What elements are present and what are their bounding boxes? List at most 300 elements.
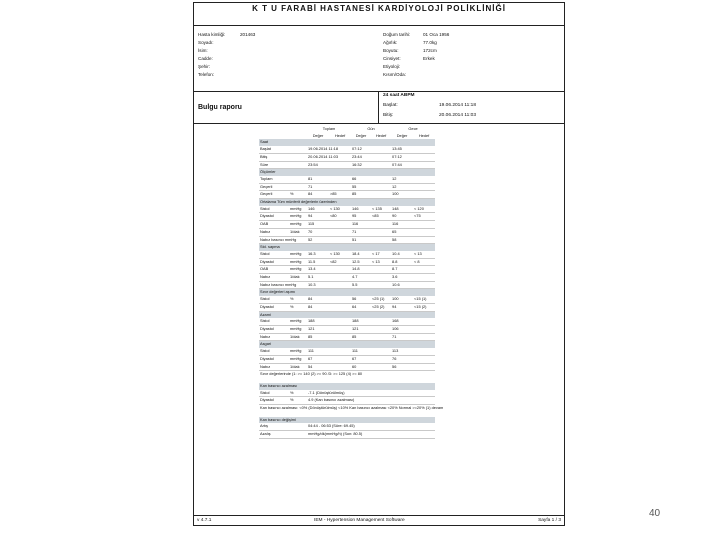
table-cell: mmHg/dk(mmHg/h) (Son: 80.5): [307, 431, 435, 439]
table-cell: [413, 281, 435, 289]
table-cell: Sistol: [259, 206, 289, 213]
table-cell: <15 (1): [413, 296, 435, 303]
table-row: [259, 296, 435, 303]
table-cell: [329, 281, 351, 289]
table-cell: 106: [391, 325, 413, 333]
table-cell: [413, 318, 435, 325]
table-cell: 95: [351, 213, 371, 221]
table-cell: Diyastol: [259, 397, 289, 405]
table-cell: 10.4: [391, 251, 413, 258]
patient-field: [383, 31, 449, 39]
table-cell: 76: [391, 355, 413, 363]
table-cell: 23:44: [351, 153, 371, 161]
table-cell: Azalış: [259, 431, 289, 439]
abpm-start-value: 19.06.2014 11:18: [439, 103, 476, 108]
patient-info-right: [383, 31, 449, 78]
table-cell: -7.1 (Dönüştürülmüş): [307, 390, 435, 397]
table-cell: mmHg: [289, 251, 307, 258]
table-cell: 1/dak: [289, 274, 307, 282]
table-cell: Sistol: [259, 318, 289, 325]
table-cell: 66: [351, 176, 371, 183]
table-cell: 23:54: [307, 161, 329, 169]
section-header: [259, 289, 435, 296]
table-cell: mmHg: [289, 221, 307, 229]
table-cell: [371, 348, 391, 355]
table-cell: < 130: [329, 206, 351, 213]
section-header: [259, 199, 435, 206]
section-header: [259, 417, 435, 424]
table-cell: 56: [351, 296, 371, 303]
table-cell: 07:44: [391, 161, 413, 169]
table-cell: [413, 161, 435, 169]
table-row: [259, 274, 435, 282]
table-cell: [329, 348, 351, 355]
table-cell: < 17: [371, 251, 391, 258]
table-row: [259, 431, 435, 439]
table-row: [259, 161, 435, 169]
table-cell: mmHg: [289, 258, 307, 266]
table-cell: Bitiş: [259, 153, 289, 161]
table-cell: [329, 183, 351, 191]
table-cell: %: [289, 303, 307, 311]
patient-field: [383, 55, 449, 63]
table-cell: 52: [307, 236, 329, 244]
report-document: [193, 2, 565, 526]
table-cell: [413, 236, 435, 244]
section-header: [259, 169, 435, 176]
field-value: 77.0kg: [423, 39, 437, 45]
patient-field: [383, 71, 449, 79]
table-cell: 12: [391, 176, 413, 183]
patient-field: [383, 47, 449, 55]
table-cell: 85: [351, 333, 371, 341]
divider: [194, 515, 564, 516]
table-cell: [329, 274, 351, 282]
slide-number: 40: [649, 508, 661, 519]
table-cell: [413, 228, 435, 236]
table-cell: 56: [391, 363, 413, 371]
field-label: İsim:: [198, 47, 208, 53]
field-label: Etiyoloji:: [383, 63, 401, 69]
table-cell: 71: [351, 228, 371, 236]
col-group-gun: Gün: [367, 126, 375, 131]
table-cell: <82: [329, 258, 351, 266]
col-hedef: Hedef: [334, 132, 346, 138]
report-title: Bulgu raporu: [198, 104, 242, 111]
divider: [378, 91, 379, 123]
field-value: 01 Oca 1956: [423, 32, 450, 37]
col-group-toplam: Toplam: [322, 126, 336, 131]
table-cell: <25 (1): [371, 296, 391, 303]
table-cell: <15 (2): [413, 303, 435, 311]
table-cell: 113: [391, 348, 413, 355]
table-row: [259, 258, 435, 266]
table-cell: [371, 363, 391, 371]
section-header: [259, 341, 435, 348]
table-cell: 07:12: [391, 153, 413, 161]
table-cell: Nabız: [259, 274, 289, 282]
table-cell: Kan basıncı değişimi: [259, 417, 435, 424]
table-cell: %: [289, 397, 307, 405]
section-header: [259, 139, 435, 146]
divider: [194, 25, 564, 26]
table-cell: 5.1: [307, 274, 329, 282]
table-cell: %: [289, 296, 307, 303]
table-cell: [329, 221, 351, 229]
table-cell: 1/dak: [289, 333, 307, 341]
table-cell: Geçerli: [259, 183, 289, 191]
table-cell: Diyastol: [259, 258, 289, 266]
field-label: Telefon:: [198, 71, 215, 77]
table-cell: [329, 333, 351, 341]
table-cell: Azami: [259, 311, 435, 318]
table-cell: 10.3: [307, 281, 329, 289]
table-cell: [371, 146, 391, 153]
table-cell: 148: [391, 206, 413, 213]
table-cell: Diyastol: [259, 303, 289, 311]
table-cell: 67: [307, 355, 329, 363]
field-label: Cinsiyet:: [383, 55, 401, 61]
table-cell: Sınır değerleri aşımı: [259, 289, 435, 296]
table-cell: 146: [351, 206, 371, 213]
table-cell: Sistol: [259, 251, 289, 258]
table-cell: 94: [391, 303, 413, 311]
table-row: [259, 303, 435, 311]
col-group-gece: Gece: [408, 126, 418, 131]
table-cell: 115: [307, 221, 329, 229]
table-cell: [371, 161, 391, 169]
patient-field: [198, 55, 255, 63]
field-label: Hasta kimliği:: [198, 32, 226, 37]
table-cell: [413, 183, 435, 191]
patient-info-left: [198, 31, 255, 78]
table-cell: Artış: [259, 423, 289, 430]
table-cell: [413, 333, 435, 341]
table-cell: 07:12: [351, 146, 371, 153]
table-cell: 5.5: [351, 281, 371, 289]
table-cell: [289, 431, 307, 439]
table-cell: [329, 228, 351, 236]
bulgu-table: [259, 126, 444, 439]
table-cell: mmHg: [289, 213, 307, 221]
table-cell: 111: [307, 348, 329, 355]
footer-page: Sayfa 1 / 3: [538, 518, 561, 523]
table-cell: [413, 191, 435, 199]
table-cell: 121: [351, 325, 371, 333]
table-note: [259, 405, 435, 412]
table-cell: 84: [307, 296, 329, 303]
divider: [194, 91, 564, 92]
table-cell: Ortalama Tüm münferit değerlerin üzerinden: [259, 199, 435, 206]
table-cell: [371, 236, 391, 244]
table-cell: [371, 325, 391, 333]
table-cell: [329, 236, 351, 244]
abpm-start: [383, 103, 476, 108]
table-cell: Sistol: [259, 348, 289, 355]
table-cell: OAB: [259, 221, 289, 229]
table-cell: mmHg: [289, 206, 307, 213]
table-cell: <85: [371, 213, 391, 221]
table-cell: mmHg: [289, 348, 307, 355]
table-cell: 60: [351, 363, 371, 371]
table-cell: 4.9 (Kan basıncı azalması): [307, 397, 435, 405]
col-deger: Değer: [312, 132, 324, 138]
table-cell: [329, 355, 351, 363]
table-cell: 13.4: [307, 266, 329, 274]
table-group-header: [259, 126, 435, 133]
section-header: [259, 383, 435, 390]
table-cell: 8.8: [391, 258, 413, 266]
patient-field: [383, 39, 449, 47]
table-cell: [371, 228, 391, 236]
table-cell: Sistol: [259, 296, 289, 303]
table-cell: >85: [329, 191, 351, 199]
document-title: K T U FARABİ HASTANESİ KARDİYOLOJİ POLİKLİNİĞİ: [252, 4, 506, 13]
abpm-title: 24 saat ABPM: [383, 93, 415, 98]
table-cell: 71: [391, 333, 413, 341]
table-cell: 85: [351, 191, 371, 199]
table-cell: 121: [307, 325, 329, 333]
table-cell: [329, 303, 351, 311]
table-row: [259, 390, 435, 397]
table-cell: [413, 266, 435, 274]
table-cell: [329, 363, 351, 371]
table-cell: mmHg: [289, 266, 307, 274]
table-cell: [289, 161, 307, 169]
table-cell: [371, 333, 391, 341]
col-deger: Değer: [396, 132, 408, 138]
table-cell: 168: [391, 318, 413, 325]
divider: [194, 123, 564, 124]
table-cell: 16:32: [351, 161, 371, 169]
table-cell: 188: [351, 318, 371, 325]
table-cell: Kan basıncı azalması: <0% (Dönüştürülmüş) <10% Kan basıncı azalması <20% Normal >=20% (1) devam: [260, 405, 444, 411]
table-cell: [413, 363, 435, 371]
field-label: Şehir:: [198, 63, 211, 69]
table-cell: [329, 318, 351, 325]
col-hedef: Hedef: [375, 132, 387, 138]
table-row: [259, 397, 435, 405]
table-cell: 85: [307, 333, 329, 341]
table-cell: 1/dak: [289, 363, 307, 371]
table-cell: [329, 325, 351, 333]
abpm-end-value: 20.06.2014 11:03: [439, 113, 476, 118]
table-cell: 19.06.2014 11:18: [307, 146, 329, 153]
table-cell: < 13: [413, 251, 435, 258]
table-cell: 8.7: [391, 266, 413, 274]
table-cell: [371, 176, 391, 183]
table-cell: %: [289, 191, 307, 199]
table-row: [259, 213, 435, 221]
table-cell: Geçerli: [259, 191, 289, 199]
field-label: Boyutu:: [383, 47, 399, 53]
table-row: [259, 355, 435, 363]
table-cell: 146: [307, 206, 329, 213]
table-cell: [371, 274, 391, 282]
table-cell: 55: [351, 183, 371, 191]
patient-field: [198, 63, 255, 71]
table-cell: [371, 153, 391, 161]
table-cell: [371, 183, 391, 191]
table-row: [259, 251, 435, 258]
table-cell: Başlat: [259, 146, 289, 153]
table-cell: Toplam: [259, 176, 289, 183]
table-cell: [413, 153, 435, 161]
table-cell: < 130: [329, 251, 351, 258]
field-label: Ağırlık:: [383, 39, 398, 45]
section-header: [259, 311, 435, 318]
table-cell: Nabız: [259, 333, 289, 341]
table-sub-header: [259, 133, 435, 140]
table-row: [259, 236, 435, 244]
table-cell: Nabız basıncı mmHg: [259, 236, 289, 244]
table-cell: [413, 221, 435, 229]
table-row: [259, 206, 435, 213]
abpm-end-label: Bitiş:: [383, 113, 394, 118]
table-cell: 54: [307, 363, 329, 371]
table-cell: [371, 266, 391, 274]
col-deger: Değer: [355, 132, 367, 138]
table-cell: Diyastol: [259, 213, 289, 221]
table-cell: <75: [413, 213, 435, 221]
table-cell: <25 (2): [371, 303, 391, 311]
table-row: [259, 153, 435, 161]
table-cell: [289, 423, 307, 430]
table-cell: Nabız basıncı mmHg: [259, 281, 289, 289]
table-cell: Saat: [259, 139, 435, 146]
section-header: [259, 244, 435, 251]
table-cell: 12: [391, 183, 413, 191]
table-cell: [289, 146, 307, 153]
table-cell: [371, 318, 391, 325]
table-cell: [371, 355, 391, 363]
table-cell: 188: [307, 318, 329, 325]
table-cell: Sınır değerlerinde (1: >= 140 (2) >= 90 /3: >= 125 (4) >= 80: [260, 371, 363, 377]
table-cell: 90: [391, 213, 413, 221]
table-cell: [371, 281, 391, 289]
table-cell: [329, 176, 351, 183]
table-cell: 70: [307, 228, 329, 236]
table-cell: 51: [351, 236, 371, 244]
col-hedef: Hedef: [418, 132, 430, 138]
table-cell: 13:45: [391, 146, 413, 153]
table-cell: Ölçümler: [259, 169, 435, 176]
table-cell: 94: [307, 213, 329, 221]
patient-field: [383, 63, 449, 71]
table-note: [259, 371, 435, 378]
field-label: Soyadı:: [198, 39, 214, 45]
table-row: [259, 191, 435, 199]
table-cell: Nabız: [259, 363, 289, 371]
table-cell: Sistol: [259, 390, 289, 397]
table-cell: [371, 191, 391, 199]
table-cell: 14.8: [351, 266, 371, 274]
table-cell: 71: [307, 183, 329, 191]
table-cell: [413, 146, 435, 153]
table-cell: 81: [307, 176, 329, 183]
table-row: [259, 221, 435, 229]
table-cell: [413, 348, 435, 355]
table-cell: %: [289, 390, 307, 397]
table-row: [259, 423, 435, 430]
abpm-start-label: Başlat:: [383, 103, 398, 108]
table-cell: mmHg: [289, 318, 307, 325]
table-cell: <80: [329, 213, 351, 221]
table-cell: 1/dak: [289, 228, 307, 236]
table-cell: mmHg: [289, 355, 307, 363]
table-cell: [329, 296, 351, 303]
field-value: Erkek: [423, 55, 435, 61]
table-cell: 4.7: [351, 274, 371, 282]
table-cell: Std. sapma: [259, 244, 435, 251]
table-row: [259, 333, 435, 341]
field-label: Cadde:: [198, 55, 213, 61]
table-cell: Diyastol: [259, 355, 289, 363]
table-cell: Kan basıncı azalması: [259, 383, 435, 390]
table-cell: [413, 274, 435, 282]
table-row: [259, 266, 435, 274]
table-row: [259, 318, 435, 325]
table-cell: 18.4: [351, 251, 371, 258]
patient-field: [198, 31, 255, 39]
table-cell: 84: [307, 191, 329, 199]
table-cell: [371, 221, 391, 229]
table-cell: 116: [391, 221, 413, 229]
table-row: [259, 281, 435, 289]
table-cell: [413, 176, 435, 183]
table-cell: < 120: [413, 206, 435, 213]
table-row: [259, 348, 435, 355]
table-row: [259, 325, 435, 333]
table-cell: 58: [391, 236, 413, 244]
table-cell: 10.6: [391, 281, 413, 289]
table-cell: Asgari: [259, 341, 435, 348]
field-label: Doğum tarihi:: [383, 32, 411, 37]
table-cell: Nabız: [259, 228, 289, 236]
table-cell: 65: [391, 228, 413, 236]
footer-software: IEM - Hypertension Management Software: [314, 518, 405, 523]
patient-field: [198, 47, 255, 55]
field-label: Kısım/Oda:: [383, 71, 406, 77]
table-cell: [289, 176, 307, 183]
table-cell: [329, 266, 351, 274]
patient-field: [198, 71, 255, 79]
table-cell: OAB: [259, 266, 289, 274]
table-cell: < 135: [371, 206, 391, 213]
table-cell: Süre: [259, 161, 289, 169]
table-row: [259, 146, 435, 153]
footer-version: v 4.7.1: [197, 518, 212, 523]
table-row: [259, 176, 435, 183]
field-value: 201463: [240, 32, 256, 37]
table-cell: 04:44 - 06:53 (Süre: 69.45): [307, 423, 435, 430]
patient-field: [198, 39, 255, 47]
table-row: [259, 228, 435, 236]
table-cell: 20.06.2014 11:03: [307, 153, 329, 161]
table-cell: 100: [391, 296, 413, 303]
table-cell: 84: [307, 303, 329, 311]
table-cell: [329, 161, 351, 169]
table-cell: 100: [391, 191, 413, 199]
table-cell: 12.5: [351, 258, 371, 266]
table-cell: 11.5: [307, 258, 329, 266]
table-row: [259, 363, 435, 371]
table-cell: [413, 355, 435, 363]
table-cell: 64: [351, 303, 371, 311]
table-cell: [289, 153, 307, 161]
table-cell: mmHg: [289, 325, 307, 333]
table-cell: < 13: [371, 258, 391, 266]
